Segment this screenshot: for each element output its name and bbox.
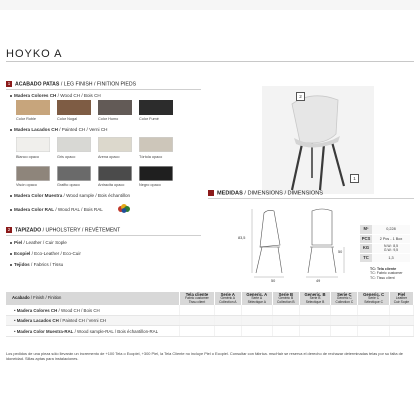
spec-row: [360, 254, 410, 263]
swatch-label: Arena opaco: [98, 155, 120, 159]
price-cell: [299, 305, 330, 315]
row-label-rest: / Fabrics / Tissu: [29, 262, 64, 267]
bullet-icon: [10, 253, 12, 255]
price-cell: [214, 326, 241, 337]
price-cell: [214, 315, 241, 326]
row-label-bold: Madera Lacados CH: [14, 127, 58, 132]
row-label-rest: / Wood sample-RAL / Bois échantillon-RAL: [73, 328, 159, 334]
swatch-painted-1[interactable]: [57, 137, 91, 152]
spec-value: [372, 244, 410, 253]
header-finish: [6, 292, 180, 305]
bullet-icon: [10, 95, 12, 97]
column-sub: Collection C: [335, 299, 354, 304]
spec-table: [360, 225, 410, 263]
swatch-painted-4[interactable]: [16, 166, 50, 181]
column-title: Serie A: [220, 291, 235, 297]
dim-seat-height: 50: [338, 250, 343, 254]
header-column: [331, 292, 358, 305]
column-sub: Genéric A: [220, 296, 236, 301]
column-title: Tela cliente: [185, 291, 209, 297]
section-divider: [6, 235, 201, 236]
dim-height: 83,5: [238, 236, 246, 240]
swatch-painted-6[interactable]: [98, 166, 132, 181]
dimensions-heading: [208, 190, 323, 196]
price-cell: [389, 326, 413, 337]
column-sub: Sélectique A: [247, 299, 266, 304]
swatch-label: Tórtola opaco: [139, 155, 163, 159]
title-divider: [6, 61, 414, 62]
price-cell: [272, 315, 299, 326]
swatch-painted-3[interactable]: [139, 137, 173, 152]
header-column: [299, 292, 330, 305]
dimensions-square-icon: [208, 190, 214, 196]
price-table-header: [6, 292, 414, 305]
swatch-label: Visón opaco: [16, 183, 37, 187]
top-bar: [0, 0, 420, 10]
spec-value: 1,3: [372, 254, 410, 263]
spec-value-gross: G.W.: 9,5: [383, 248, 399, 253]
header-column: [214, 292, 241, 305]
callout-2: 2: [296, 92, 305, 101]
swatch-wood-2[interactable]: [98, 100, 132, 115]
dimensions-label-bold: MEDIDAS: [217, 190, 243, 197]
row-leather: [10, 240, 67, 245]
section-upholstery-heading: [6, 227, 120, 233]
dimensions-divider: [208, 198, 414, 199]
price-cell: [241, 305, 272, 315]
dimensions-label-rest: / DIMENSIONS / DIMENSIONS: [242, 190, 323, 197]
bullet-icon: [10, 242, 12, 244]
section-divider: [6, 89, 201, 90]
price-cell: [241, 315, 272, 326]
price-cell: [331, 315, 358, 326]
column-sub: Serie C: [368, 296, 380, 301]
row-label-bold: Madera Color RAL: [14, 207, 55, 212]
row-label-bold: Madera Color Muestra-RAL: [16, 328, 74, 334]
swatch-painted-7[interactable]: [139, 166, 173, 181]
tc-note: [370, 267, 403, 280]
row-label-bold: Madera Lacados CH: [16, 318, 59, 324]
header-column: [389, 292, 413, 305]
spec-row: [360, 244, 410, 253]
swatch-label: Color Fumé: [139, 117, 159, 121]
section-number: 2: [7, 227, 11, 232]
column-sub: Sélectique B: [305, 299, 325, 304]
row-painted-ch: [10, 127, 107, 132]
section-label-rest: / LEG FINISH / FINITION PIEDS: [59, 81, 137, 88]
column-sub: Collection A: [219, 299, 237, 304]
swatch-painted-5[interactable]: [57, 166, 91, 181]
price-cell: [358, 305, 389, 315]
price-cell: [272, 305, 299, 315]
header-finish-rest: / Finish / Finition: [29, 295, 62, 301]
tc-note-line: TC: Tela cliente: [370, 267, 397, 271]
ral-color-palette-icon: [118, 204, 130, 213]
row-fabrics: [10, 262, 63, 267]
dimension-drawing: [250, 205, 360, 285]
section-label-rest: / UPHOLSTERY / REVÊTEMENT: [41, 227, 121, 234]
swatch-painted-0[interactable]: [16, 137, 50, 152]
price-cell: [180, 326, 215, 337]
header-column: [241, 292, 272, 305]
price-cell: [389, 305, 413, 315]
price-cell: [389, 315, 413, 326]
price-cell: [180, 305, 215, 315]
price-cell: [331, 326, 358, 337]
spec-key: M³: [360, 225, 372, 234]
row-label-rest: / Eco-Leather / Eco-Cuir: [30, 251, 81, 256]
swatch-wood-0[interactable]: [16, 100, 50, 115]
row-finish-label: • Madera Lacados CH / Painted CH / Verni CH: [6, 315, 180, 326]
price-cell: [180, 315, 215, 326]
price-cell: [331, 305, 358, 315]
tc-note-line: TC: Tissu client: [370, 275, 395, 280]
column-title: Generic. C: [363, 291, 385, 297]
row-label-bold: Ecopiel: [14, 251, 31, 256]
bullet-icon: [10, 209, 12, 211]
section-label-bold: ACABADO PATAS: [15, 81, 60, 88]
bullet-icon: [10, 129, 12, 131]
price-cell: [272, 326, 299, 337]
column-title: Generic. B: [304, 291, 326, 297]
callout-1: 1: [350, 174, 359, 183]
column-title: Serie C: [337, 291, 352, 297]
bullet-icon: [10, 195, 12, 197]
section-label-bold: TAPIZADO: [15, 227, 42, 234]
header-column: [358, 292, 389, 305]
price-table: [6, 292, 414, 337]
row-label-bold: Madera Colores CH: [16, 307, 58, 313]
row-eco-leather: [10, 251, 81, 256]
price-cell: [358, 315, 389, 326]
row-label-rest: / Wood CH / Bois CH: [56, 93, 101, 98]
dim-width: 50: [271, 279, 276, 283]
price-cell: [214, 305, 241, 315]
row-wood-ch: [10, 93, 101, 98]
row-label-rest: / Leather / Cuir Sople: [22, 240, 67, 245]
header-column: [272, 292, 299, 305]
swatch-label: Negro opaco: [139, 183, 161, 187]
spec-row: [360, 225, 410, 234]
row-label-rest: / Painted CH / Verni CH: [58, 318, 107, 324]
bullet-icon: [10, 264, 12, 266]
footnote: Los pedidos de una pieza sólo llevarán un incremento de +100 Tela o Ecopiel, +300 Piel, la Tela Cliente no incluye Piel o Ecopiel. Consultar con fábrica. mscHair se reserva el derecho de rechazar determinadas telas por su falta de idoneidad. Sillas aptas para instalaciones.: [6, 351, 403, 361]
spec-value: 2 Pcs - 1 Box: [372, 235, 410, 244]
column-sub: Cuir Sople: [393, 299, 410, 304]
swatch-label: Blanco opaco: [16, 155, 40, 159]
header-column: [180, 292, 215, 305]
product-title: HOYKO A: [6, 48, 63, 60]
row-finish-label: • Madera Color Muestra-RAL / Wood sample-RAL / Bois échantillon-RAL: [6, 326, 180, 337]
spec-value-net: N.W.: 8,5: [384, 244, 398, 248]
spec-value: 0,228: [372, 225, 410, 234]
swatch-painted-2[interactable]: [98, 137, 132, 152]
swatch-label: Grafito opaco: [57, 183, 80, 187]
dim-depth: 49: [316, 279, 321, 283]
row-finish-label: • Madera Colores CH / Wood CH / Bois CH: [6, 305, 180, 315]
swatch-label: Color Nogal: [57, 117, 78, 121]
column-title: Generic. A: [246, 291, 268, 297]
column-sub: Tissu client: [188, 299, 206, 304]
spec-key: KG: [360, 244, 372, 253]
section-number: 1: [7, 81, 11, 86]
spec-key: PCS: [360, 235, 372, 244]
table-row: [6, 305, 414, 315]
table-row: [6, 326, 414, 337]
row-label-bold: Tejidos: [14, 262, 30, 267]
row-label-rest: / Wood CH / Bois CH: [57, 307, 100, 313]
column-sub: Serie B: [309, 296, 321, 301]
section-leg-finish-heading: [6, 81, 136, 87]
column-sub: Leather: [395, 296, 408, 301]
swatch-wood-1[interactable]: [57, 100, 91, 115]
row-label-bold: Piel: [14, 240, 23, 245]
table-row: [6, 315, 414, 326]
column-sub: Fabric customer: [185, 296, 209, 301]
swatch-label: Antracita opaco: [98, 183, 125, 187]
price-cell: [299, 326, 330, 337]
row-wood-sample: [10, 193, 130, 198]
column-sub: Serie A: [251, 296, 263, 301]
price-cell: [241, 326, 272, 337]
spec-row: [360, 235, 410, 244]
column-sub: Collection B: [277, 299, 295, 304]
row-label-rest: / Painted CH / Verni CH: [57, 127, 108, 132]
row-label-bold: Madera Colores CH: [14, 93, 57, 98]
tc-note-line: TC: Fabric customer: [370, 271, 403, 276]
swatch-label: Color Humo: [98, 117, 119, 121]
swatch-wood-3[interactable]: [139, 100, 173, 115]
column-title: Piel: [397, 291, 406, 297]
row-label-rest: / Wood RAL / Bois RAL: [54, 207, 103, 212]
row-label-rest: / Wood sample / Bois échantillon: [62, 193, 131, 198]
price-cell: [299, 315, 330, 326]
swatch-label: Color Roble: [16, 117, 37, 121]
column-sub: Genéric C: [336, 296, 352, 301]
row-label-bold: Madera Color Muestra: [14, 193, 63, 198]
column-sub: Genéric B: [278, 296, 294, 301]
column-title: Serie B: [278, 291, 294, 297]
header-finish-bold: Acabado: [12, 295, 30, 301]
swatch-label: Gris opaco: [57, 155, 76, 159]
spec-key: TC: [360, 254, 372, 263]
row-wood-ral: [10, 207, 103, 212]
price-cell: [358, 326, 389, 337]
column-sub: Sélectique C: [364, 299, 383, 304]
